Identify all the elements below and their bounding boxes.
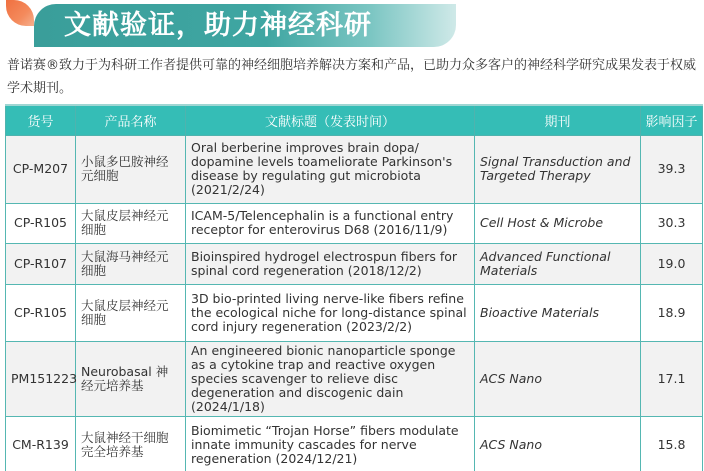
table-row — [6, 203, 703, 243]
leaf-decoration-icon — [6, 0, 34, 26]
cell-product: 小鼠多巴胺神经元细胞 — [76, 135, 186, 203]
cell-journal: Bioactive Materials — [475, 284, 641, 341]
cell-code: CP-R105 — [6, 284, 76, 341]
cell-product: 大鼠海马神经元细胞 — [76, 243, 186, 284]
column-header-journal: 期刊 — [475, 105, 641, 135]
cell-journal: ACS Nano — [475, 416, 641, 471]
cell-impact-factor: 15.8 — [641, 416, 703, 471]
cell-code: CP-R107 — [6, 243, 76, 284]
table-row — [6, 341, 703, 416]
cell-product: 大鼠皮层神经元细胞 — [76, 203, 186, 243]
cell-title: Oral berberine improves brain dopa/ dopamine levels toameliorate Parkinson's disease by regulating gut microbiota (2021/2/24) — [186, 135, 475, 203]
column-header-impact-factor: 影响因子 — [641, 105, 703, 135]
table-header-row — [6, 105, 703, 135]
literature-table — [5, 104, 703, 471]
cell-title: Bioinspired hydrogel electrospun fibers for spinal cord regeneration (2018/12/2) — [186, 243, 475, 284]
cell-journal: Signal Transduction and Targeted Therapy — [475, 135, 641, 203]
cell-title: 3D bio-printed living nerve-like fibers refine the ecological niche for long-distance spinal cord injury regeneration (2023/2/2) — [186, 284, 475, 341]
cell-product: 大鼠皮层神经元细胞 — [76, 284, 186, 341]
cell-impact-factor: 18.9 — [641, 284, 703, 341]
table-row — [6, 243, 703, 284]
cell-code: CM-R139 — [6, 416, 76, 471]
table-row — [6, 284, 703, 341]
column-header-product: 产品名称 — [76, 105, 186, 135]
cell-journal: Advanced Functional Materials — [475, 243, 641, 284]
cell-title: Biomimetic “Trojan Horse” fibers modulate innate immunity cascades for nerve regeneration (2024/12/21) — [186, 416, 475, 471]
column-header-code: 货号 — [6, 105, 76, 135]
column-header-title: 文献标题（发表时间） — [186, 105, 475, 135]
cell-code: CP-R105 — [6, 203, 76, 243]
cell-code: CP-M207 — [6, 135, 76, 203]
cell-title: ICAM-5/Telencephalin is a functional entry receptor for enterovirus D68 (2016/11/9) — [186, 203, 475, 243]
cell-impact-factor: 39.3 — [641, 135, 703, 203]
cell-product: Neurobasal 神经元培养基 — [76, 341, 186, 416]
table-row — [6, 135, 703, 203]
cell-product: 大鼠神经干细胞完全培养基 — [76, 416, 186, 471]
cell-code: PM151223 — [6, 341, 76, 416]
intro-paragraph: 普诺赛®致力于为科研工作者提供可靠的神经细胞培养解决方案和产品，已助力众多客户的神经科学研究成果发表于权威学术期刊。 — [7, 58, 697, 96]
cell-title: An engineered bionic nanoparticle sponge as a cytokine trap and reactive oxygen species scavenger to relieve disc degeneration and discogenic dain (2024/1/18) — [186, 341, 475, 416]
cell-impact-factor: 19.0 — [641, 243, 703, 284]
cell-impact-factor: 17.1 — [641, 341, 703, 416]
cell-journal: Cell Host & Microbe — [475, 203, 641, 243]
cell-journal: ACS Nano — [475, 341, 641, 416]
table-row — [6, 416, 703, 471]
page-title: 文献验证，助力神经科研 — [64, 10, 372, 41]
cell-impact-factor: 30.3 — [641, 203, 703, 243]
